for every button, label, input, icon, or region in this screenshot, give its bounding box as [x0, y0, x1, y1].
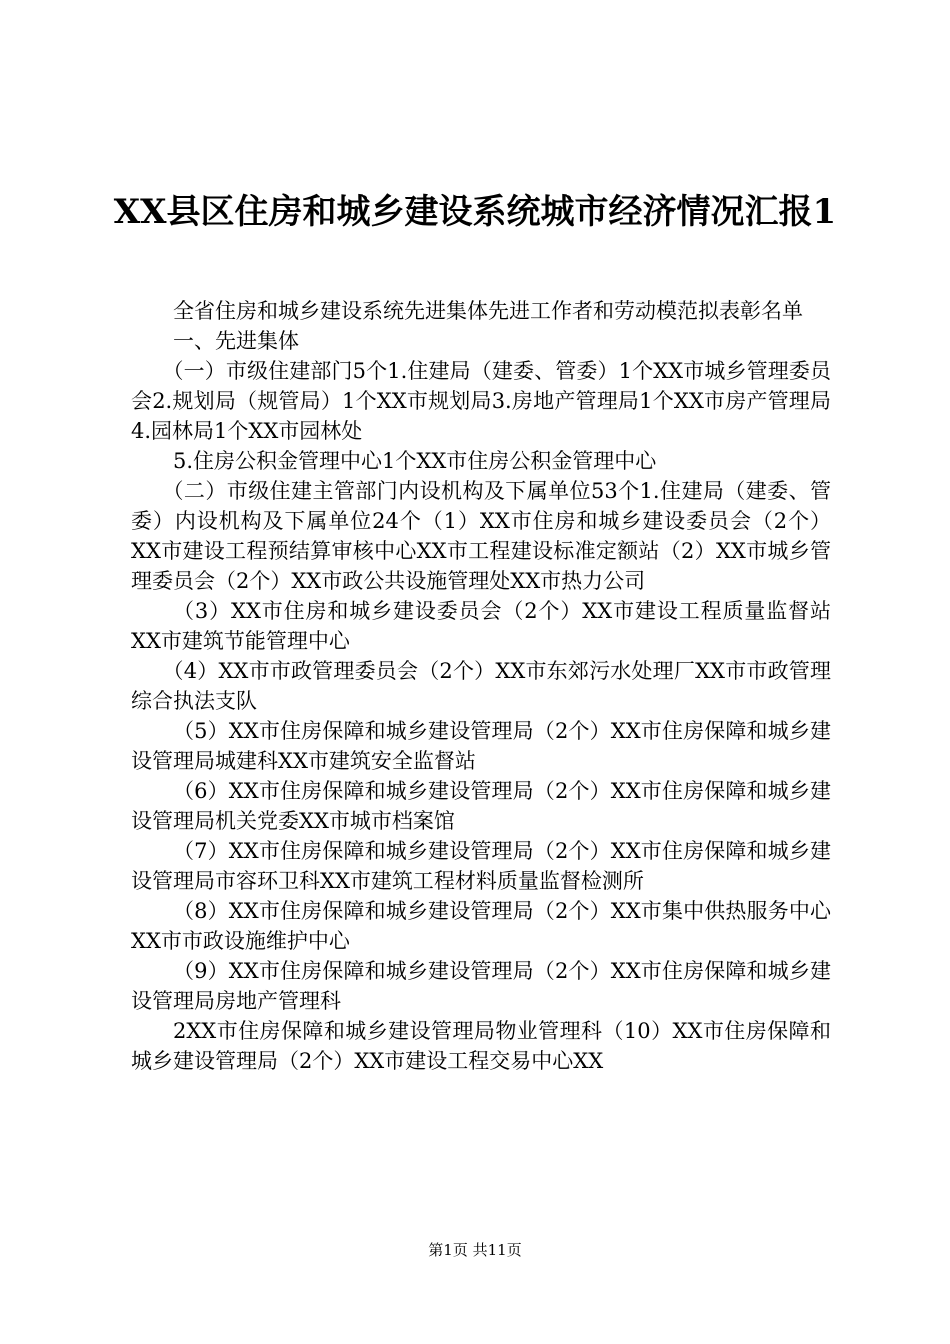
paragraph: 2XX市住房保障和城乡建设管理局物业管理科（10）XX市住房保障和城乡建设管理局（2个）XX市建设工程交易中心XX	[131, 1019, 831, 1073]
document-title: XX县区住房和城乡建设系统城市经济情况汇报1	[113, 192, 837, 232]
paragraph: （8）XX市住房保障和城乡建设管理局（2个）XX市集中供热服务中心XX市市政设施维护中心	[131, 899, 831, 953]
paragraph: （9）XX市住房保障和城乡建设管理局（2个）XX市住房保障和城乡建设管理局房地产管理科	[131, 959, 831, 1013]
page-footer: 第1页 共11页	[428, 1241, 522, 1259]
paragraph: （5）XX市住房保障和城乡建设管理局（2个）XX市住房保障和城乡建设管理局城建科XX市建筑安全监督站	[131, 719, 831, 773]
paragraph: 全省住房和城乡建设系统先进集体先进工作者和劳动模范拟表彰名单	[173, 299, 803, 323]
paragraph: （二）市级住建主管部门内设机构及下属单位53个1.住建局（建委、管委）内设机构及下属单位24个（1）XX市住房和城乡建设委员会（2个）XX市建设工程预结算审核中心XX市工程建设标准定额站（2）XX市城乡管理委员会（2个）XX市政公共设施管理处XX市热力公司	[131, 479, 831, 593]
document-body	[131, 296, 831, 1076]
section-heading: 一、先进集体	[173, 329, 299, 353]
paragraph: （6）XX市住房保障和城乡建设管理局（2个）XX市住房保障和城乡建设管理局机关党委XX市城市档案馆	[131, 779, 831, 833]
paragraph: （7）XX市住房保障和城乡建设管理局（2个）XX市住房保障和城乡建设管理局市容环卫科XX市建筑工程材料质量监督检测所	[131, 839, 831, 893]
paragraph: （3）XX市住房和城乡建设委员会（2个）XX市建设工程质量监督站XX市建筑节能管理中心	[131, 599, 831, 653]
paragraph: （4）XX市市政管理委员会（2个）XX市东郊污水处理厂XX市市政管理综合执法支队	[131, 659, 831, 713]
paragraph: （一）市级住建部门5个1.住建局（建委、管委）1个XX市城乡管理委员会2.规划局（规管局）1个XX市规划局3.房地产管理局1个XX市房产管理局4.园林局1个XX市园林处	[131, 359, 831, 443]
paragraph: 5.住房公积金管理中心1个XX市住房公积金管理中心	[173, 449, 657, 473]
